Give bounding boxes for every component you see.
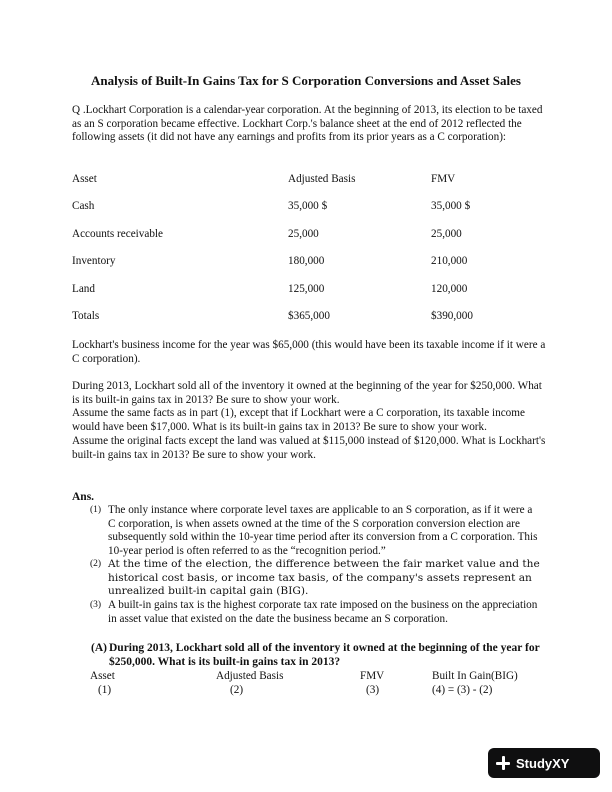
question-part-3: Assume the original facts except the land was valued at $115,000 instead of $120,000. What is Lockhart's built-in gains tax in 2013? Be sure to show your work. xyxy=(72,434,546,461)
cell-adjusted-basis: 35,000 $ xyxy=(288,200,328,212)
answer-point-text: At the time of the election, the difference between the fair market value and the historical cost basis, or income tax basis, of the company's assets represent an unrealized built-in capital gain (BIG). xyxy=(108,558,540,598)
col-number: (3) xyxy=(366,684,380,696)
cell-adjusted-basis: 125,000 xyxy=(288,283,325,295)
part-a-label: (A) xyxy=(91,642,107,654)
col-header-fmv: FMV xyxy=(360,670,385,682)
question-paragraph: Q .Lockhart Corporation is a calendar-year corporation. At the beginning of 2013, its election to be taxed as an S corporation became effective. Lockhart Corp.'s balance sheet at the end of 2012 reflected the following assets (it did not have any earnings and profits from its prior years as a C corporation): xyxy=(72,104,543,144)
col-number: (4) = (3) - (2) xyxy=(432,684,493,696)
part-a-question xyxy=(91,641,543,669)
part-a-text: During 2013, Lockhart sold all of the inventory it owned at the beginning of the year for $250,000. What is its built-in gains tax in 2013? xyxy=(109,642,540,668)
answer-point-text: The only instance where corporate level taxes are applicable to an S corporation, as if it were a C corporation, is when assets owned at the time of the S corporation conversion election are subsequently sold within the 10-year time period after its conversion from a C corporation. This 10-year period is often referred to as the “recognition period.” xyxy=(108,504,538,558)
asset-table-header xyxy=(72,172,540,186)
cell-fmv: 35,000 $ xyxy=(431,200,471,212)
business-income-paragraph: Lockhart's business income for the year was $65,000 (this would have been its taxable income if it were a C corporation). xyxy=(72,339,546,365)
answer-point-2 xyxy=(90,558,540,599)
cell-fmv: $390,000 xyxy=(431,310,473,322)
col-header-asset: Asset xyxy=(72,173,97,185)
cell-asset: Land xyxy=(72,283,95,295)
cell-asset: Accounts receivable xyxy=(72,228,164,240)
list-number: (3) xyxy=(90,600,102,610)
cell-fmv: 120,000 xyxy=(431,283,468,295)
cell-asset: Inventory xyxy=(72,255,116,267)
question-part-1: During 2013, Lockhart sold all of the inventory it owned at the beginning of the year for $250,000. What is its built-in gains tax in 2013? Be sure to show your work. xyxy=(72,380,542,406)
cell-asset: Totals xyxy=(72,310,100,322)
table-row xyxy=(72,227,540,241)
table-row-totals xyxy=(72,309,540,323)
list-number: (2) xyxy=(90,559,102,569)
studyxy-badge[interactable] xyxy=(488,748,600,778)
answer-point-text: A built-in gains tax is the highest corporate tax rate imposed on the business on the appreciation in asset value that existed on the date the business became an S corporation. xyxy=(108,599,538,625)
col-header-fmv: FMV xyxy=(431,173,456,185)
answer-point-1 xyxy=(90,504,540,559)
question-part-2: Assume the same facts as in part (1), except that if Lockhart were a C corporation, its taxable income would have been $17,000. What is its built-in gains tax in 2013? Be sure to show your work. xyxy=(72,407,525,434)
cell-adjusted-basis: 180,000 xyxy=(288,255,325,267)
col-header-adjusted-basis: Adjusted Basis xyxy=(216,670,284,682)
document-title: Analysis of Built-In Gains Tax for S Corporation Conversions and Asset Sales xyxy=(91,73,521,88)
table-row xyxy=(72,254,540,268)
table-row xyxy=(72,199,540,213)
cell-fmv: 25,000 xyxy=(431,228,462,240)
col-header-built-in-gain: Built In Gain(BIG) xyxy=(432,670,518,682)
table-row xyxy=(72,282,540,296)
answer-heading: Ans. xyxy=(72,491,95,503)
cell-adjusted-basis: $365,000 xyxy=(288,310,330,322)
col-number: (2) xyxy=(230,684,244,696)
col-number: (1) xyxy=(98,684,112,696)
col-header-asset: Asset xyxy=(90,670,115,682)
question-parts xyxy=(72,380,546,462)
answer-point-3 xyxy=(90,599,540,626)
col-header-adjusted-basis: Adjusted Basis xyxy=(288,173,356,185)
cell-fmv: 210,000 xyxy=(431,255,468,267)
big-table-header xyxy=(90,669,540,683)
studyxy-logo-text: StudyXY xyxy=(516,755,570,771)
plus-icon xyxy=(496,756,510,770)
cell-asset: Cash xyxy=(72,200,95,212)
cell-adjusted-basis: 25,000 xyxy=(288,228,319,240)
list-number: (1) xyxy=(90,505,102,515)
big-table-column-numbers xyxy=(90,683,540,697)
